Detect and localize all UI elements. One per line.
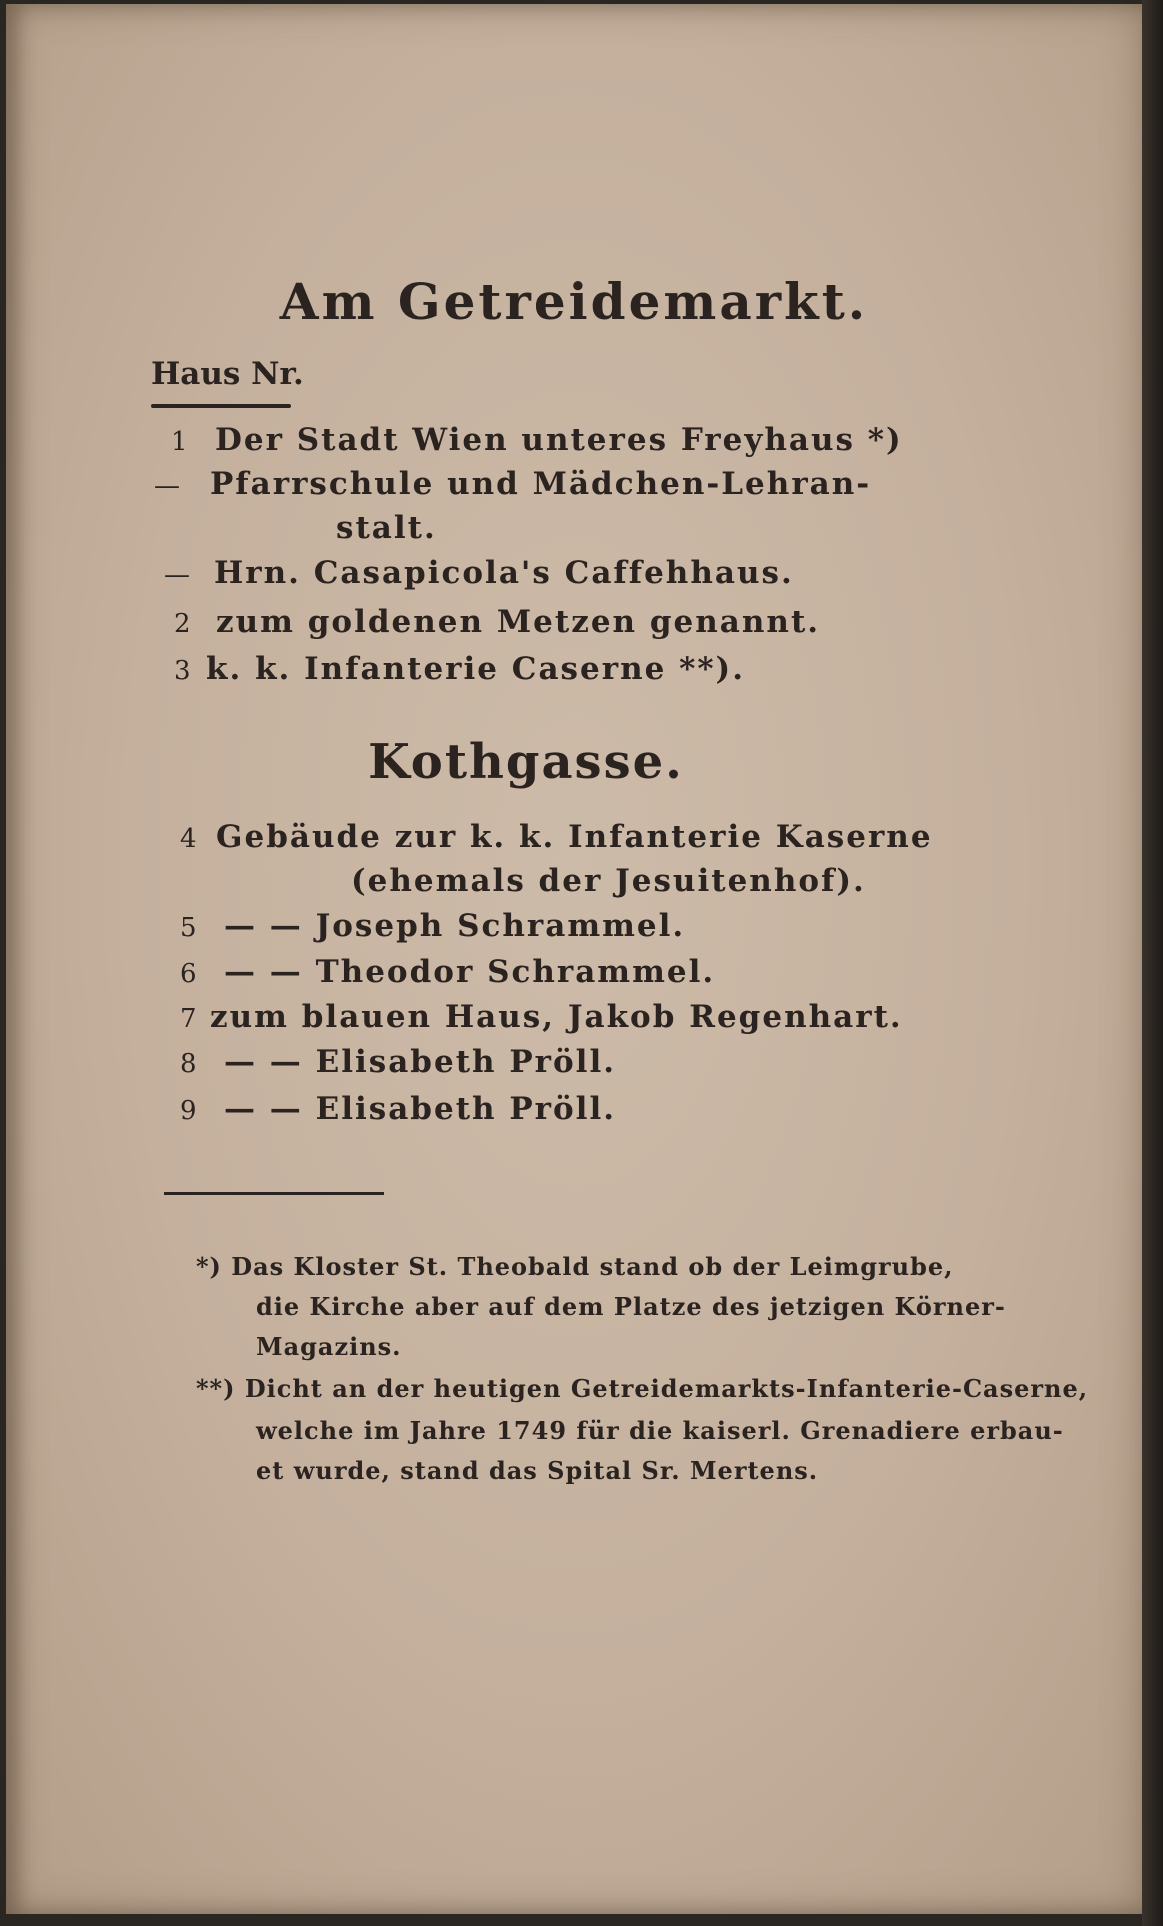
entry-text: — — Elisabeth Pröll. bbox=[224, 1044, 617, 1080]
entry-text: zum blauen Haus, Jakob Regenhart. bbox=[210, 999, 903, 1035]
entry-line bbox=[180, 1044, 616, 1080]
footnote-line: die Kirche aber auf dem Platze des jetzigen Körner- bbox=[256, 1292, 1006, 1321]
house-number: 8 bbox=[180, 1049, 199, 1079]
house-number: 6 bbox=[180, 959, 199, 989]
house-number: 3 bbox=[174, 656, 193, 686]
entry-line bbox=[180, 908, 685, 944]
entry-line bbox=[164, 555, 794, 591]
house-number: — bbox=[154, 471, 182, 501]
footnote-line: **) Dicht an der heutigen Getreidemarkts-Infanterie-Caserne, bbox=[196, 1374, 1089, 1403]
entry-line bbox=[180, 999, 903, 1035]
entry-text: — — Theodor Schrammel. bbox=[224, 954, 716, 990]
entry-line bbox=[180, 954, 715, 990]
entry-text: Hrn. Casapicola's Caffehhaus. bbox=[214, 555, 794, 591]
section-title-kothgasse: Kothgasse. bbox=[368, 734, 684, 790]
book-page bbox=[6, 4, 1142, 1914]
entry-line bbox=[180, 819, 933, 855]
entry-text: — — Elisabeth Pröll. bbox=[224, 1091, 617, 1127]
entry-text: (ehemals der Jesuitenhof). bbox=[351, 863, 866, 899]
entry-text: Pfarrschule und Mädchen-Lehran- bbox=[210, 466, 872, 502]
entry-text: — — Joseph Schrammel. bbox=[224, 908, 686, 944]
entry-line bbox=[174, 604, 820, 640]
house-number: 1 bbox=[171, 427, 190, 457]
house-number: 5 bbox=[180, 913, 199, 943]
entry-text: stalt. bbox=[336, 510, 437, 546]
footnote-line: welche im Jahre 1749 für die kaiserl. Grenadiere erbau- bbox=[256, 1416, 1064, 1445]
house-number: 9 bbox=[180, 1096, 199, 1126]
entry-line bbox=[180, 1091, 616, 1127]
entry-line bbox=[336, 510, 437, 546]
footnote-line: *) Das Kloster St. Theobald stand ob der Leimgrube, bbox=[196, 1252, 954, 1281]
entry-text: Der Stadt Wien unteres Freyhaus *) bbox=[215, 422, 903, 458]
house-number: — bbox=[164, 560, 192, 590]
footnote-line: Magazins. bbox=[256, 1332, 402, 1361]
footnote-line: et wurde, stand das Spital Sr. Mertens. bbox=[256, 1456, 819, 1485]
entry-text: zum goldenen Metzen genannt. bbox=[216, 604, 821, 640]
house-number: 4 bbox=[180, 824, 199, 854]
book-edge bbox=[1142, 0, 1163, 1926]
section-title-getreidemarkt: Am Getreidemarkt. bbox=[279, 272, 869, 331]
entry-text: k. k. Infanterie Caserne **). bbox=[206, 651, 745, 687]
column-header: Haus Nr. bbox=[151, 356, 304, 392]
entry-line bbox=[154, 466, 871, 502]
house-number: 7 bbox=[180, 1004, 199, 1034]
entry-line bbox=[174, 651, 745, 687]
header-underline bbox=[151, 404, 291, 408]
footnote-separator bbox=[164, 1192, 384, 1195]
entry-line bbox=[171, 422, 903, 458]
house-number: 2 bbox=[174, 609, 193, 639]
entry-line bbox=[351, 863, 866, 899]
entry-text: Gebäude zur k. k. Infanterie Kaserne bbox=[216, 819, 933, 855]
